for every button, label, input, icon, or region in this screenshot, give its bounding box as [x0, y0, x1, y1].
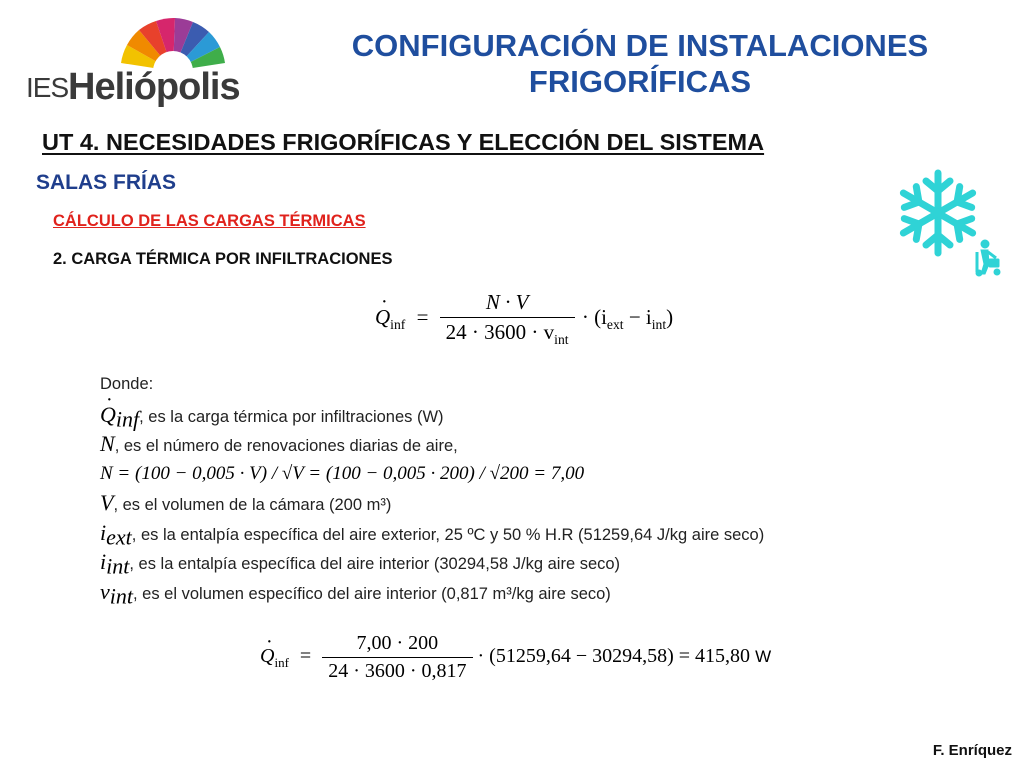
q-symbol: · Q [375, 305, 390, 330]
result-factor: · (51259,64 − 30294,58) = 415,80 [477, 645, 751, 668]
person-hand-truck-icon [976, 240, 1000, 276]
title-line-2: FRIGORÍFICAS [528, 64, 752, 99]
result-numerator: 7,00 · 200 [322, 632, 472, 658]
definition-row: N = (100 − 0,005 · V) / √V = (100 − 0,005 · 200) / √200 = 7,00 [100, 462, 585, 484]
snowflake-decoration [893, 168, 1008, 278]
infiltration-formula: · $Q_{inf}$ = $\frac{N \cdot V}{24 \cdot 3600 \cdot v_{int}}$ · $(i_{ext} - i_{int})$ [375, 290, 673, 346]
q-subscript: inf [390, 317, 406, 333]
result-formula: · $Q_{inf}$ = $\frac{7,00 \cdot 200}{24 \cdot 3600 \cdot 0,817}$ · (51259,64 − 30294,58) = 415,80 W [260, 632, 771, 692]
formula-numerator: N · V [440, 290, 575, 318]
definitions-list [100, 370, 900, 606]
unit-title: UT 4. NECESIDADES FRIGORÍFICAS Y ELECCIÓN DEL SISTEMA [42, 129, 765, 155]
formula-denominator: $24 \cdot 3600 \cdot v_{int}$ [445, 320, 569, 348]
school-logo [22, 14, 252, 114]
result-unit: W [755, 647, 772, 667]
logo-prefix: IES [26, 72, 69, 103]
definitions-intro: Donde: [100, 375, 154, 393]
snowflake-icon [893, 168, 1008, 278]
formula-fraction [440, 290, 575, 348]
formula-factor: $(i_{ext} - i_{int})$ [594, 304, 674, 333]
definition-row: $i_{ext}$, es la entalpía específica del aire exterior, 25 ºC y 50 % H.R (51259,64 J/kg aire seco) [100, 519, 765, 549]
definition-row: V, es el volumen de la cámara (200 m³) [100, 490, 392, 515]
definition-row: N, es el número de renovaciones diarias de aire, [100, 431, 458, 456]
logo-name: Heliópolis [68, 66, 240, 108]
definition-row: $i_{int}$, es la entalpía específica del aire interior (30294,58 J/kg aire seco) [100, 549, 621, 579]
author-credit: F. Enríquez [932, 742, 1012, 759]
rainbow-fan-logo [118, 16, 228, 72]
title-line-1: CONFIGURACIÓN DE INSTALACIONES [351, 28, 929, 63]
point-heading: 2. CARGA TÉRMICA POR INFILTRACIONES [53, 250, 393, 268]
page-title [300, 28, 980, 100]
definition-row: · $Q_{inf}$, es la carga térmica por infiltraciones (W) [100, 400, 900, 430]
section-title: SALAS FRÍAS [36, 171, 177, 194]
q-subscript: inf [274, 655, 289, 671]
result-fraction [322, 632, 472, 683]
result-denominator: 24 · 3600 · 0,817 [328, 660, 467, 682]
definition-row: $v_{int}$, es el volumen específico del aire interior (0,817 m³/kg aire seco) [100, 578, 611, 608]
q-symbol: · Q [260, 645, 274, 668]
calc-heading: CÁLCULO DE LAS CARGAS TÉRMICAS [53, 212, 366, 230]
